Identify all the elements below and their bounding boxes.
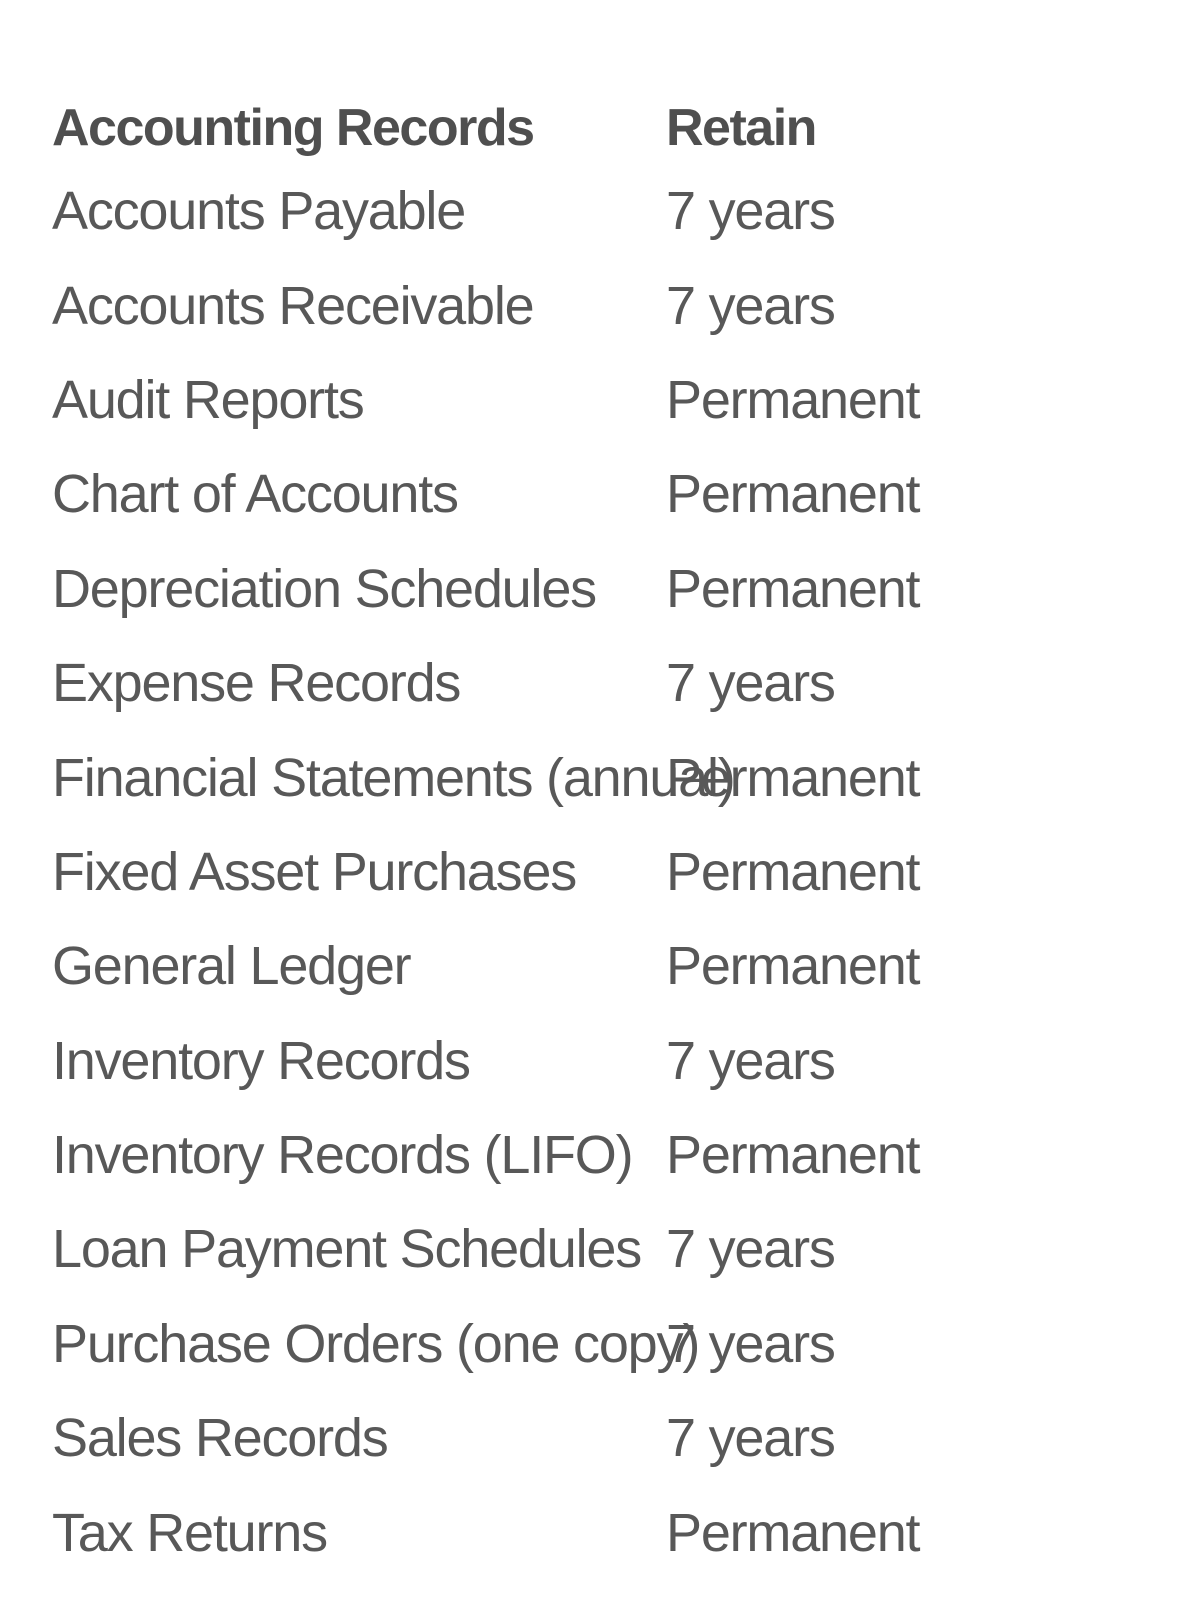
retention-period: 7 years: [666, 275, 835, 336]
table-row: [52, 447, 952, 541]
retention-period: Permanent: [666, 464, 920, 525]
table-row: [52, 1297, 952, 1391]
record-name: Expense Records: [52, 653, 461, 714]
record-name: Depreciation Schedules: [52, 558, 596, 619]
retention-period: Permanent: [666, 747, 920, 808]
table-row: [52, 353, 952, 447]
table-row: [52, 825, 952, 919]
record-name: Sales Records: [52, 1408, 388, 1469]
record-name: Chart of Accounts: [52, 464, 458, 525]
record-name: Purchase Orders (one copy): [52, 1313, 700, 1374]
table-row: [52, 1108, 952, 1202]
header-cell-retain: [666, 98, 926, 158]
table-row: [52, 1485, 952, 1579]
retention-period: Permanent: [666, 1502, 920, 1563]
header-label-accounting-records: Accounting Records: [52, 99, 534, 157]
table-row: [52, 1202, 952, 1296]
header-cell-record: [52, 98, 666, 158]
retention-period: Permanent: [666, 936, 920, 997]
record-name: Tax Returns: [52, 1502, 327, 1563]
table-row: [52, 730, 952, 824]
header-label-retain: Retain: [666, 99, 816, 157]
table-row: [52, 1391, 952, 1485]
record-name: Inventory Records: [52, 1030, 470, 1091]
record-name: Loan Payment Schedules: [52, 1219, 642, 1280]
table-row: [52, 636, 952, 730]
retention-period: 7 years: [666, 1030, 835, 1091]
retention-period: 7 years: [666, 653, 835, 714]
table-row: [52, 164, 952, 258]
retention-period: Permanent: [666, 841, 920, 902]
table-row: [52, 258, 952, 352]
record-name: Accounts Payable: [52, 181, 466, 242]
table-row: [52, 919, 952, 1013]
record-name: Accounts Receivable: [52, 275, 534, 336]
table-row: [52, 1014, 952, 1108]
record-name: Fixed Asset Purchases: [52, 841, 577, 902]
retention-period: 7 years: [666, 181, 835, 242]
retention-period: 7 years: [666, 1313, 835, 1374]
retention-period: Permanent: [666, 558, 920, 619]
table-header: [52, 92, 952, 164]
retention-period: Permanent: [666, 1125, 920, 1186]
record-name: Audit Reports: [52, 369, 364, 430]
record-name: Inventory Records (LIFO): [52, 1125, 633, 1186]
record-name: Financial Statements (annual): [52, 747, 735, 808]
retention-period: 7 years: [666, 1408, 835, 1469]
retention-period: 7 years: [666, 1219, 835, 1280]
records-retention-table: [52, 92, 952, 1580]
table-row: [52, 542, 952, 636]
retention-period: Permanent: [666, 369, 920, 430]
record-name: General Ledger: [52, 936, 411, 997]
